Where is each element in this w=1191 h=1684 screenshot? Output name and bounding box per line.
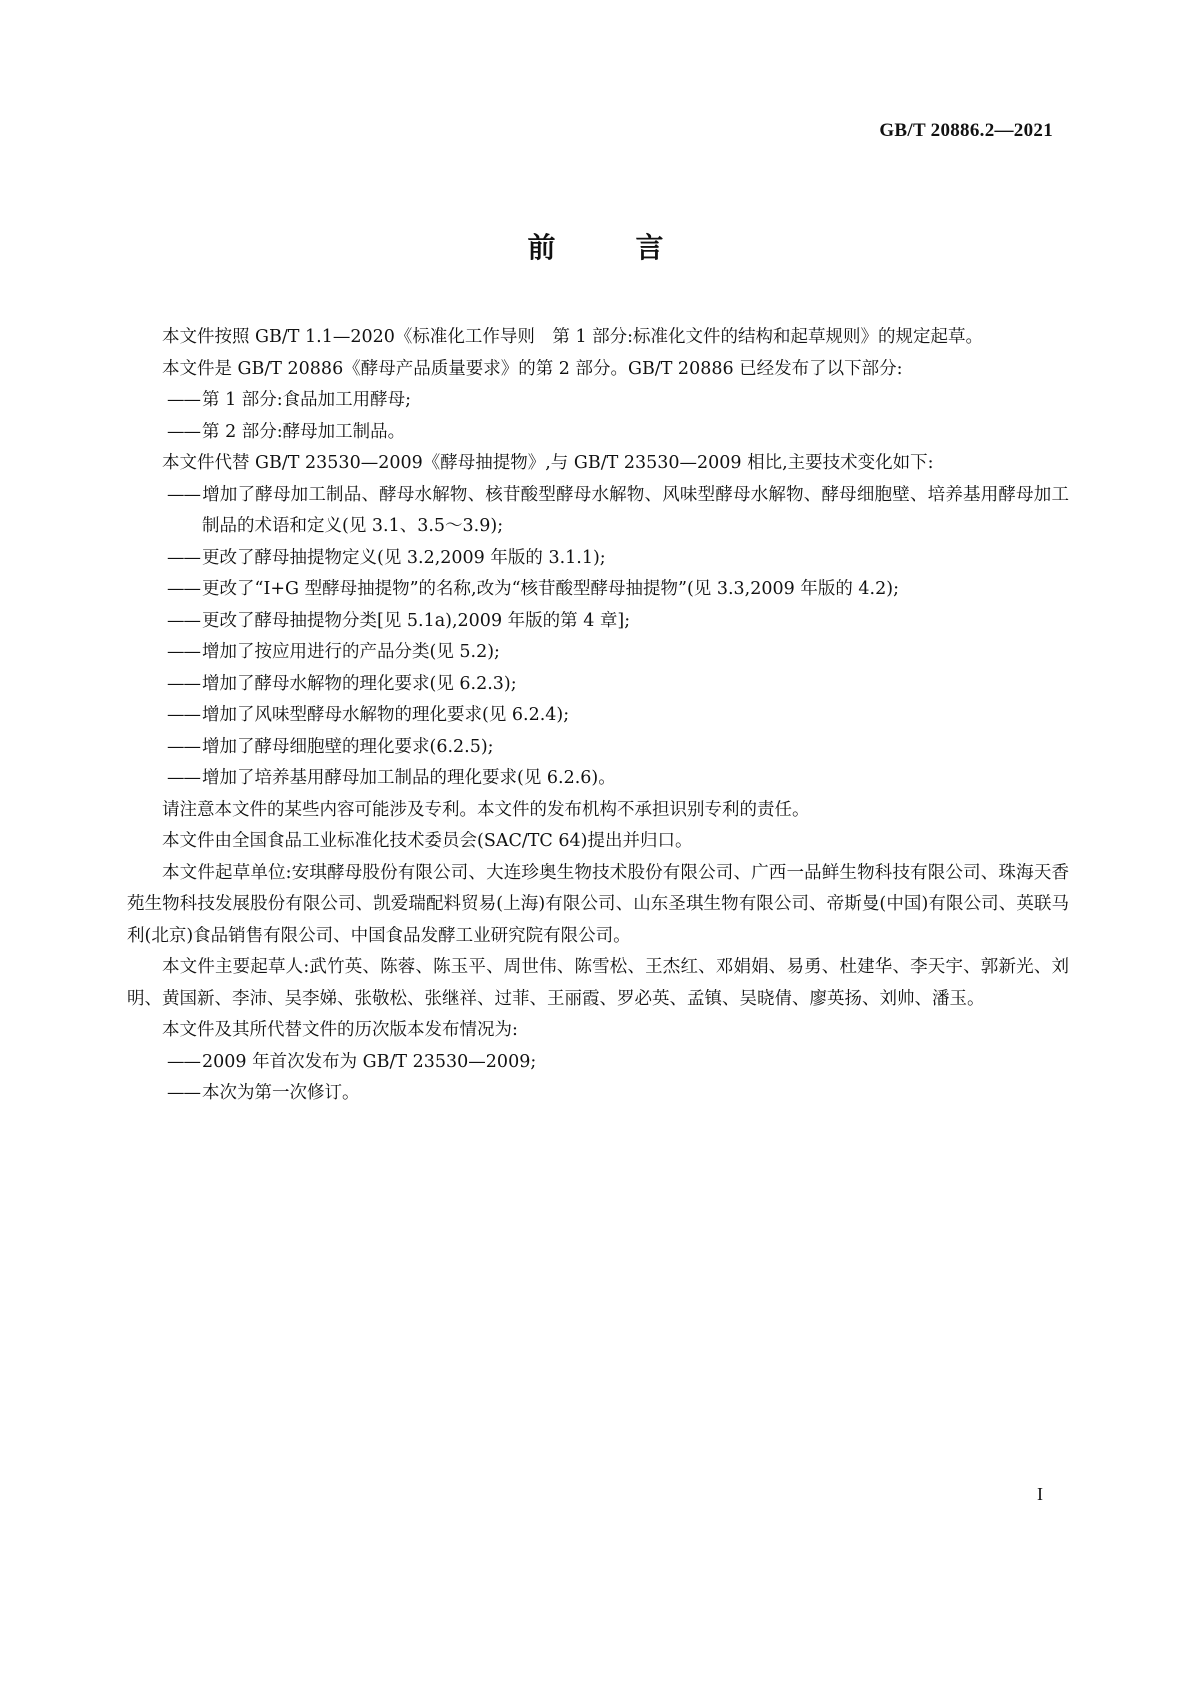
list-item-history	[167, 1047, 1069, 1079]
list-item-text: 本次为第一次修订。	[202, 1083, 360, 1103]
list-item-part	[167, 385, 1069, 417]
list-item-change	[167, 606, 1069, 638]
paragraph-drafters: 本文件主要起草人:武竹英、陈蓉、陈玉平、周世伟、陈雪松、王杰红、邓娟娟、易勇、杜建华、李天宇、郭新光、刘明、黄国新、李沛、吴李娣、张敬松、张继祥、过菲、王丽霞、罗必英、孟镇、吴晓倩、廖英扬、刘帅、潘玉。	[127, 957, 1069, 1009]
list-item-change	[167, 763, 1069, 795]
list-item-change	[167, 543, 1069, 575]
paragraph-drafting-rule: 本文件按照 GB/T 1.1—2020《标准化工作导则 第 1 部分:标准化文件的结构和起草规则》的规定起草。	[162, 327, 984, 347]
paragraph-series: 本文件是 GB/T 20886《酵母产品质量要求》的第 2 部分。GB/T 20886 已经发布了以下部分:	[162, 358, 903, 379]
list-item-text: 增加了按应用进行的产品分类(见 5.2);	[202, 642, 500, 662]
dash-marker: ——	[167, 1051, 200, 1072]
list-item-text: 第 1 部分:食品加工用酵母;	[202, 390, 412, 410]
paragraph-patent-note: 请注意本文件的某些内容可能涉及专利。本文件的发布机构不承担识别专利的责任。	[162, 799, 810, 820]
page-number: I	[1037, 1484, 1043, 1504]
dash-marker: ——	[167, 610, 200, 631]
list-item-text: 增加了风味型酵母水解物的理化要求(见 6.2.4);	[202, 705, 570, 725]
dash-marker: ——	[167, 736, 200, 757]
foreword-body	[127, 322, 1069, 1110]
list-item-change	[167, 574, 1069, 606]
list-item-text: 2009 年首次发布为 GB/T 23530—2009;	[202, 1051, 537, 1072]
list-item-change	[167, 700, 1069, 732]
list-item-text: 增加了酵母水解物的理化要求(见 6.2.3);	[202, 673, 517, 694]
list-item-text: 第 2 部分:酵母加工制品。	[202, 421, 406, 442]
list-item-change	[167, 480, 1069, 543]
dash-marker: ——	[167, 421, 200, 442]
dash-marker: ——	[167, 579, 200, 599]
dash-marker: ——	[167, 1083, 200, 1103]
paragraph-proposed-by: 本文件由全国食品工业标准化技术委员会(SAC/TC 64)提出并归口。	[162, 831, 693, 851]
list-item-text: 增加了酵母细胞壁的理化要求(6.2.5);	[202, 736, 494, 757]
list-item-change	[167, 669, 1069, 701]
list-item-change	[167, 637, 1069, 669]
paragraph-drafting-units: 本文件起草单位:安琪酵母股份有限公司、大连珍奥生物技术股份有限公司、广西一品鲜生物科技有限公司、珠海天香苑生物科技发展股份有限公司、凯爱瑞配料贸易(上海)有限公司、山东圣琪生物有限公司、帝斯曼(中国)有限公司、英联马利(北京)食品销售有限公司、中国食品发酵工业研究院有限公司。	[127, 862, 1069, 946]
paragraph-history-intro: 本文件及其所代替文件的历次版本发布情况为:	[162, 1020, 518, 1040]
list-item-text: 更改了酵母抽提物分类[见 5.1a),2009 年版的第 4 章];	[202, 610, 631, 631]
dash-marker: ——	[167, 705, 200, 725]
dash-marker: ——	[167, 390, 200, 410]
dash-marker: ——	[167, 484, 200, 505]
list-item-text: 增加了酵母加工制品、酵母水解物、核苷酸型酵母水解物、风味型酵母水解物、酵母细胞壁、培养基用酵母加工制品的术语和定义(见 3.1、3.5～3.9);	[202, 484, 1069, 536]
dash-marker: ——	[167, 547, 200, 568]
dash-marker: ——	[167, 673, 200, 694]
paragraph-replacement: 本文件代替 GB/T 23530—2009《酵母抽提物》,与 GB/T 23530—2009 相比,主要技术变化如下:	[162, 453, 934, 473]
list-item-history	[167, 1078, 1069, 1110]
list-item-part	[167, 417, 1069, 449]
list-item-text: 更改了“I+G 型酵母抽提物”的名称,改为“核苷酸型酵母抽提物”(见 3.3,2009 年版的 4.2);	[202, 579, 899, 599]
list-item-change	[167, 732, 1069, 764]
page-title: 前 言	[527, 231, 690, 264]
dash-marker: ——	[167, 768, 200, 788]
standard-number: GB/T 20886.2—2021	[879, 120, 1053, 141]
list-item-text: 更改了酵母抽提物定义(见 3.2,2009 年版的 3.1.1);	[202, 547, 606, 568]
dash-marker: ——	[167, 642, 200, 662]
list-item-text: 增加了培养基用酵母加工制品的理化要求(见 6.2.6)。	[202, 768, 616, 788]
